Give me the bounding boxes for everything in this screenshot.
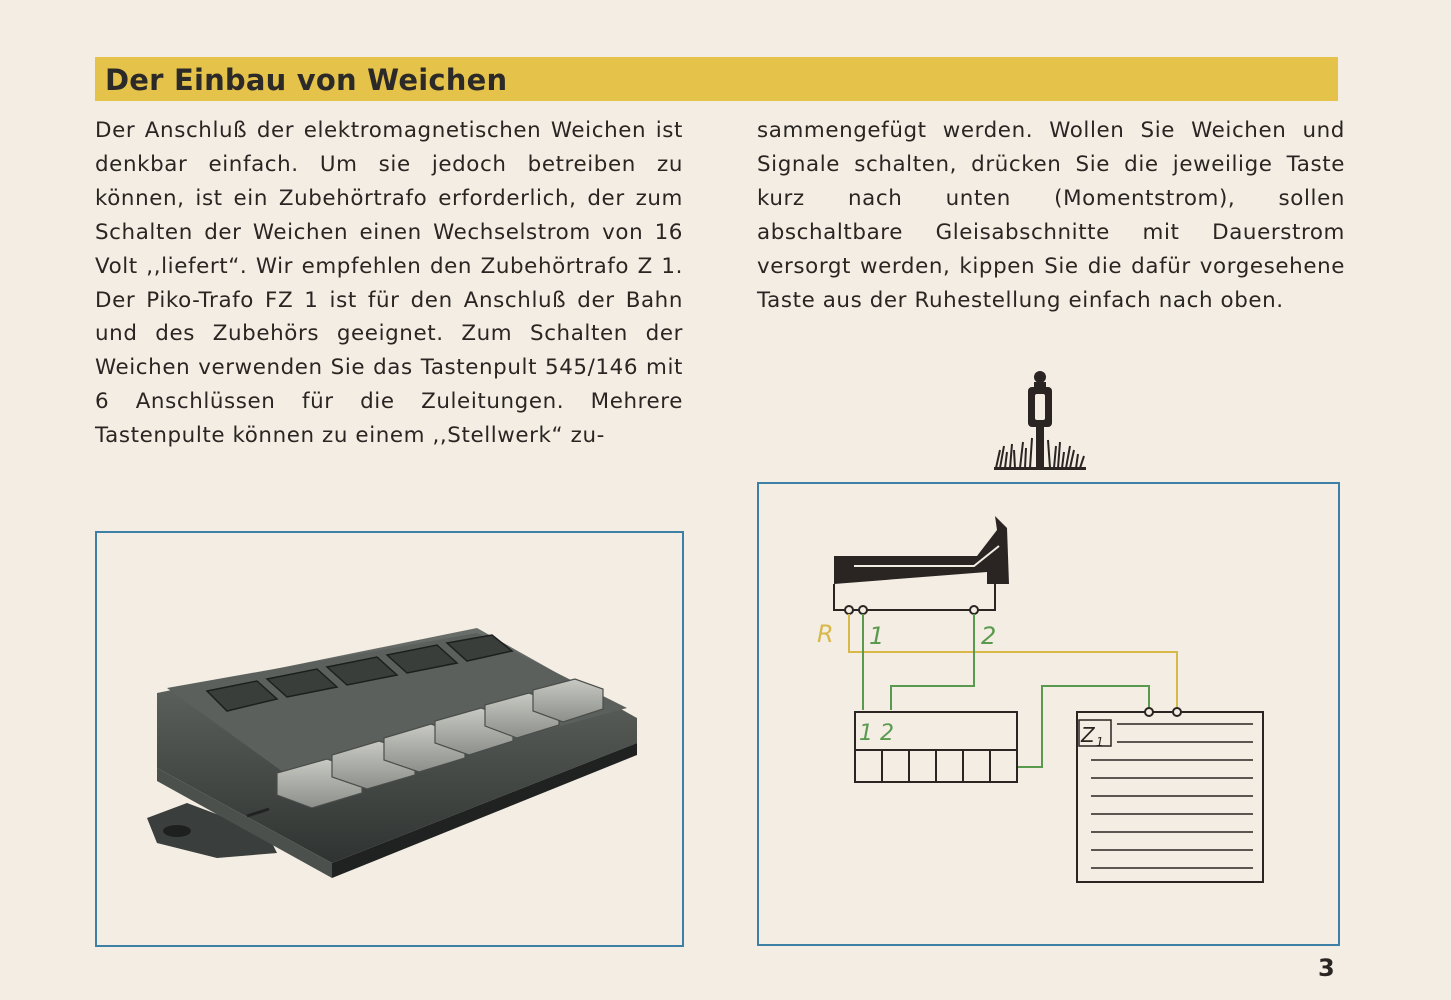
switch-panel-illustration	[97, 533, 682, 945]
left-text-column	[95, 114, 683, 453]
heading-bar	[95, 57, 1338, 101]
label-one: 1	[869, 622, 885, 650]
page-number: 3	[1318, 954, 1335, 982]
label-transformer-sub: 1	[1096, 735, 1104, 749]
left-paragraph: Der Anschluß der elektromagnetischen Weichen ist denkbar einfach. Um sie jedoch betreiben zu können, ist ein Zubehörtrafo erforderlich, der zum Schalten der Weichen einen Wechselstrom von 16 Volt ,,liefert“. Wir empfehlen den Zubehörtrafo Z 1. Der Piko-Trafo FZ 1 ist für den Anschluß der Bahn und des Zubehörs geeignet. Zum Schalten der Weichen verwenden Sie das Tastenpult 545/146 mit 6 Anschlüssen für die Zuleitungen. Mehrere Tastenpulte können zu einem ,,Stellwerk“ zu-	[95, 118, 683, 449]
wiring-diagram	[757, 482, 1340, 946]
label-transformer: Z	[1081, 723, 1095, 747]
signal-lamp-icon	[990, 368, 1090, 473]
label-r: R	[817, 620, 834, 648]
switch-panel-figure	[95, 531, 684, 947]
page-heading: Der Einbau von Weichen	[105, 63, 508, 97]
label-panel: 1 2	[859, 721, 894, 746]
wiring-diagram-svg	[759, 484, 1338, 944]
right-paragraph: sammengefügt werden. Wollen Sie Weichen und Signale schalten, drücken Sie die jeweilige Taste kurz nach unten (Momentstrom), sollen abschaltbare Gleisabschnitte mit Dauerstrom versorgt werden, kippen Sie die dafür vorgesehene Taste aus der Ruhestellung einfach nach oben.	[757, 118, 1345, 313]
right-text-column	[757, 114, 1345, 317]
label-two: 2	[981, 622, 997, 650]
